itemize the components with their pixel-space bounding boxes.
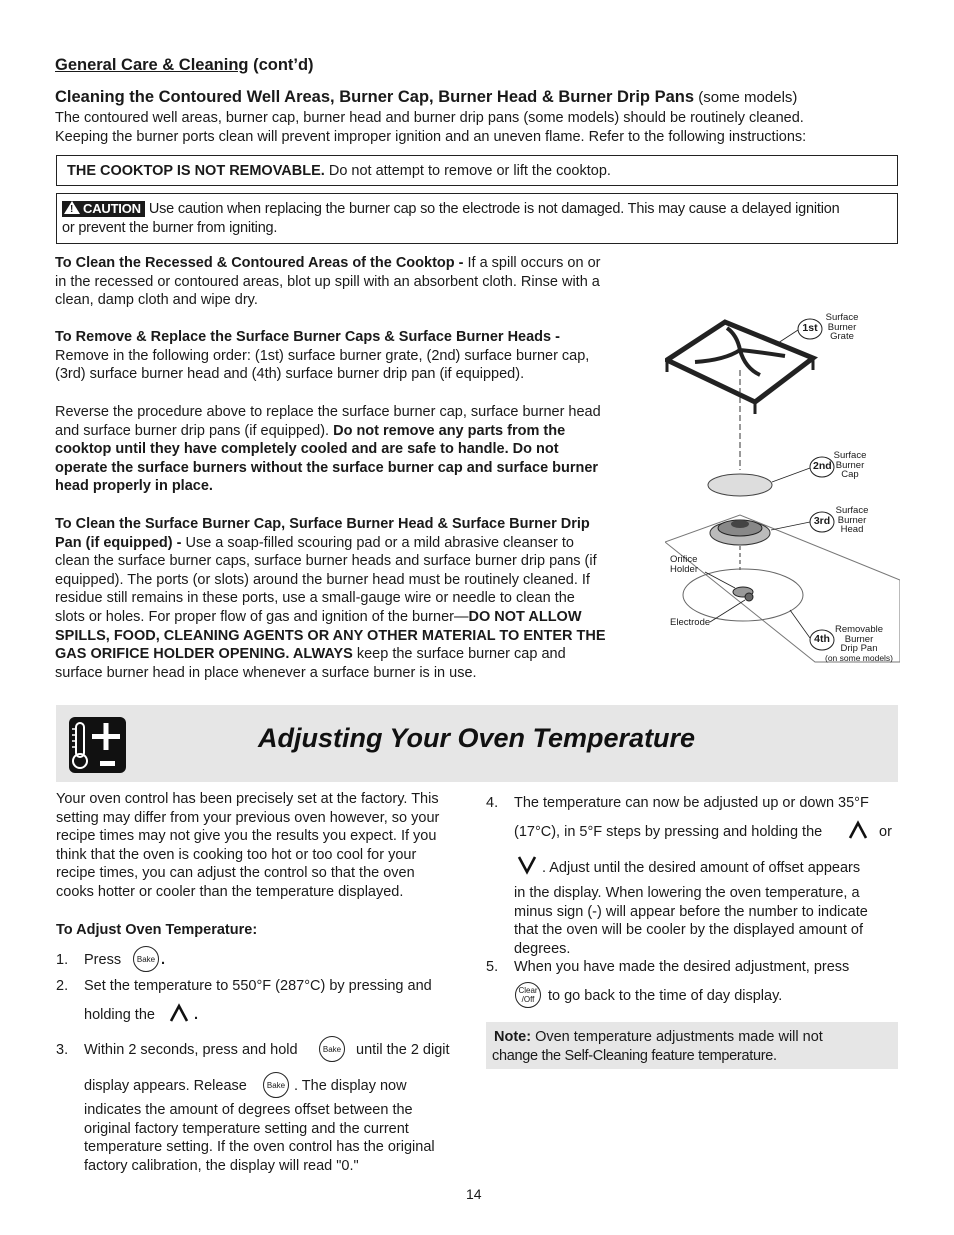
para-reverse: Reverse the procedure above to replace the surface burner cap, surface burner head and surface burner drip pans (if equipped). Do not remove any parts from the cooktop until they have completely cooled and are safe to handle. Do not operate the surface burners without the surface burner cap and surface burner head properly in place. <box>55 404 601 495</box>
thermometer-plus-minus-icon <box>69 717 126 773</box>
section-title-suffix: (cont’d) <box>248 56 314 74</box>
section-title: General Care & Cleaning <box>55 56 249 74</box>
para-recessed: To Clean the Recessed & Contoured Areas of the Cooktop - If a spill occurs on or in the recessed or contoured areas, blot up spill with an absorbent cloth. Rinse with a clean, damp cloth and wipe dry. <box>55 255 601 309</box>
label-cap: Surface Burner Cap <box>833 450 867 480</box>
bake-key[interactable]: Bake <box>133 946 159 972</box>
step-3: 3. Within 2 seconds, press and hold Bake until the 2 digit display appears. Release Bake . The display now indicates the amount of degrees offset between the original factory temperature setting and the current temperature setting. If the oven control has the original factory calibration, the display will read "0." <box>56 1035 476 1180</box>
adjust-heading: To Adjust Oven Temperature: <box>56 922 258 938</box>
label-grate: Surface Burner Grate <box>825 312 859 342</box>
intro-line: The contoured well areas, burner cap, burner head and burner drip pans (some models) should be routinely cleaned. <box>55 110 804 126</box>
subheading-title: Cleaning the Contoured Well Areas, Burner Cap, Burner Head & Burner Drip Pans <box>55 88 695 106</box>
page-number: 14 <box>466 1186 482 1202</box>
up-arrow-key-icon[interactable] <box>168 1003 190 1023</box>
oven-intro: Your oven control has been precisely set at the factory. This setting may differ from your previous oven however, so your recipe times may not give you the results you expect. If you think that the oven is cooking too hot or too cool for your recipe times, you can adjust the control so that the oven cooks hotter or cooler than the temperature displayed. <box>56 791 440 900</box>
notice-text: Do not attempt to remove or lift the cooktop. <box>324 163 611 179</box>
section-header <box>55 56 314 75</box>
warning-icon: ! <box>64 201 80 214</box>
note-box: Note: Oven temperature adjustments made will not change the Self-Cleaning feature temperature. <box>486 1022 898 1069</box>
step-4: 4. The temperature can now be adjusted up or down 35°F (17°C), in 5°F steps by pressing and holding the or . Adjust until the desired amount of offset appears in the display. When lowering the oven temperature, a minus sign (-) will appear before the number to indicate that the oven will be cooler by the displayed amount of degrees. <box>486 795 892 957</box>
banner-title: Adjusting Your Oven Temperature <box>258 723 696 753</box>
label-electrode: Electrode <box>670 617 711 628</box>
bake-key[interactable]: Bake <box>319 1036 345 1062</box>
caution-line2: or prevent the burner from igniting. <box>62 219 278 236</box>
subheading-suffix: (some models) <box>694 89 798 106</box>
badge-3rd: 3rd <box>813 515 831 527</box>
clear-off-key[interactable]: Clear /Off <box>515 982 541 1008</box>
caution-badge: ! CAUTION <box>62 201 145 217</box>
bake-key[interactable]: Bake <box>263 1072 289 1098</box>
caution-line1: Use caution when replacing the burner cap so the electrode is not damaged. This may cause a delayed ignition <box>148 201 840 217</box>
label-drip-pan: Removable Burner Drip Pan (on some models) <box>824 624 894 663</box>
notice-bold: THE COOKTOP IS NOT REMOVABLE. <box>67 163 325 179</box>
notice-box <box>56 155 898 186</box>
oven-temp-banner <box>56 705 898 782</box>
burner-diagram <box>665 310 900 665</box>
subheading <box>55 88 797 107</box>
label-orifice: Orifice Holder <box>670 554 698 575</box>
badge-1st: 1st <box>802 322 818 334</box>
down-arrow-key-icon[interactable] <box>516 855 538 875</box>
intro-line: Keeping the burner ports clean will prevent improper ignition and an uneven flame. Refer to the following instructions: <box>55 128 807 145</box>
step-2: 2. Set the temperature to 550°F (287°C) by pressing and holding the . <box>56 978 432 1023</box>
step-5: 5. When you have made the desired adjustment, press Clear /Off to go back to the time of day display. <box>486 958 898 1013</box>
caution-box <box>56 193 898 244</box>
step-1: 1. Press Bake . <box>56 946 476 974</box>
para-remove: To Remove & Replace the Surface Burner Caps & Surface Burner Heads - Remove in the following order: (1st) surface burner grate, (2nd) surface burner cap, (3rd) surface burner head and (4th) surface burner drip pan (if equipped). <box>55 329 590 383</box>
burner-diagram-illustration <box>665 310 900 665</box>
badge-2nd: 2nd <box>813 460 832 472</box>
up-arrow-key-icon[interactable] <box>847 820 869 840</box>
note-label: Note: <box>494 1029 532 1045</box>
badge-4th: 4th <box>814 633 830 645</box>
para-clean: To Clean the Surface Burner Cap, Surface Burner Head & Surface Burner Drip Pan (if equipped) - Use a soap-filled scouring pad or a mild abrasive cleanser to clean the surface burner caps, surface burner heads and surface burner drip pans (if equipped). The ports (or slots) around the burner head must be routinely cleaned. If residue still remains in these ports, use a small-gauge wire or needle to clean the slots or holes. For proper flow of gas and ignition of the burner—DO NOT ALLOW SPILLS, FOOD, CLEANING AGENTS OR ANY OTHER MATERIAL TO ENTER THE GAS ORIFICE HOLDER OPENING. ALWAYS keep the surface burner cap and surface burner head in place whenever a surface burner is in use. <box>55 516 606 681</box>
label-head: Surface Burner Head <box>835 505 869 535</box>
intro-text <box>55 109 806 146</box>
